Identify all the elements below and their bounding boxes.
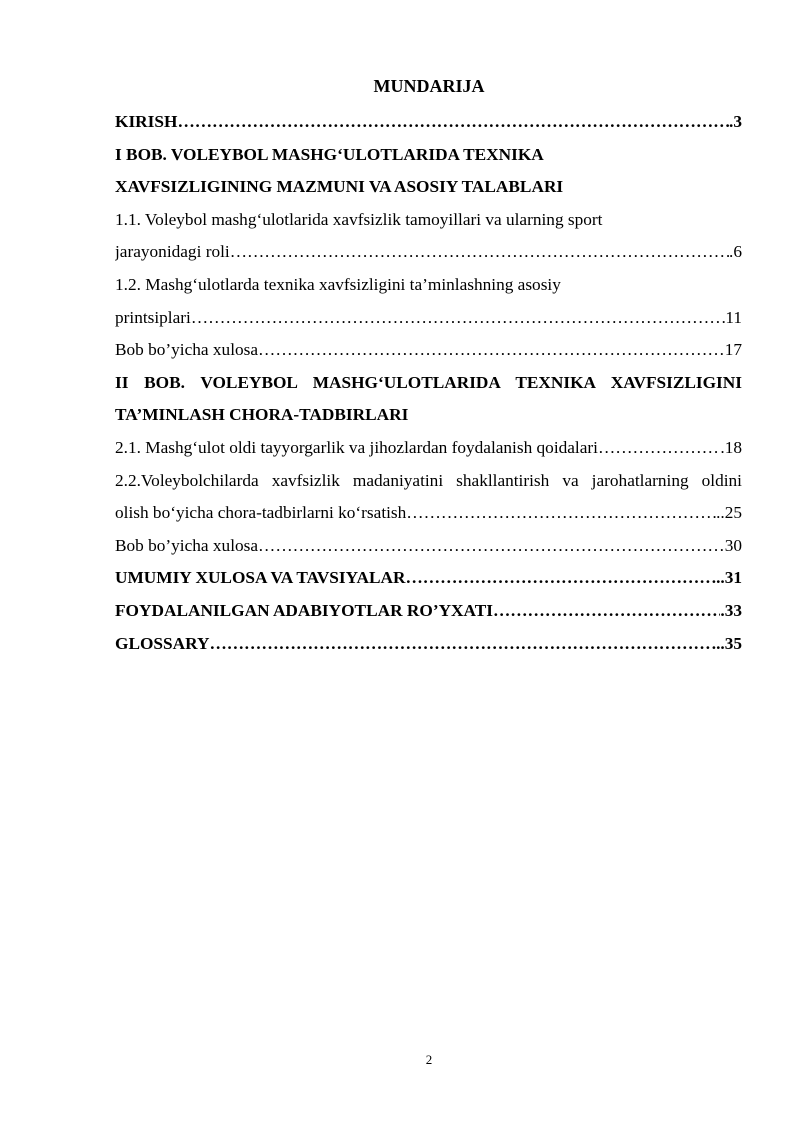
toc-entry <box>115 497 742 530</box>
toc-entry-page: ...35 <box>711 633 742 653</box>
toc-entry-text: 1.2. Mashg‘ulotlarda texnika xavfsizligini ta’minlashning asosiy <box>115 274 561 294</box>
toc-leader-dots <box>191 302 726 335</box>
toc-entry <box>115 334 742 367</box>
toc-entry-text: UMUMIY XULOSA VA TAVSIYALAR <box>115 568 406 588</box>
toc-leader-dots <box>258 334 725 367</box>
page-number: 2 <box>425 1052 433 1067</box>
toc-entry <box>115 595 742 628</box>
toc-entry-page: .33 <box>720 600 742 620</box>
toc-leader-dots <box>209 628 711 661</box>
toc-entry-page: 17 <box>724 340 742 360</box>
toc-entry-page: ..25 <box>716 503 742 523</box>
toc-leader-dots <box>493 595 720 628</box>
toc-entry-text: TA’MINLASH CHORA-TADBIRLARI <box>115 405 409 425</box>
toc-entry <box>115 139 742 172</box>
page-title: MUNDARIJA <box>373 76 485 96</box>
toc-entry <box>115 562 742 595</box>
toc-entry-text: II BOB. VOLEYBOL MASHG‘ULOTLARIDA TEXNIKA XAVFSIZLIGINI <box>115 372 742 392</box>
toc-entry-text: FOYDALANILGAN ADABIYOTLAR RO’YXATI <box>115 600 493 620</box>
toc-entry-text: 1.1. Voleybol mashg‘ulotlarida xavfsizlik tamoyillari va ularning sport <box>115 209 603 229</box>
toc-entry-text: jarayonidagi roli <box>115 242 230 262</box>
toc-entry-page: ...31 <box>711 568 742 588</box>
toc-entry-text: XAVFSIZLIGINING MAZMUNI VA ASOSIY TALABLARI <box>115 177 564 197</box>
toc-entry <box>115 106 742 139</box>
toc-entry <box>115 302 742 335</box>
toc-leader-dots <box>406 562 712 595</box>
toc-leader-dots <box>598 432 720 465</box>
toc-entry <box>115 204 742 237</box>
toc-entry <box>115 399 742 432</box>
toc-entry-text: olish bo‘yicha chora-tadbirlarni ko‘rsatish <box>115 503 407 523</box>
toc-entry-page: .6 <box>729 242 742 262</box>
toc-entry <box>115 432 742 465</box>
toc-leader-dots <box>258 530 725 563</box>
toc-entry-page: .3 <box>729 112 742 131</box>
toc-leader-dots <box>230 236 729 269</box>
toc-entry <box>115 269 742 302</box>
toc-entry <box>115 236 742 269</box>
toc-entry-text: Bob bo’yicha xulosa <box>115 535 259 555</box>
toc-leader-dots <box>177 106 729 139</box>
toc-entry-text: Bob bo’yicha xulosa <box>115 340 259 360</box>
toc-entry-page: 11 <box>725 307 742 327</box>
toc-entry <box>115 465 742 498</box>
toc-entry <box>115 171 742 204</box>
table-of-contents <box>115 106 742 660</box>
toc-entry <box>115 367 742 400</box>
toc-entry-text: I BOB. VOLEYBOL MASHG‘ULOTLARIDA TEXNIKA <box>115 144 544 164</box>
toc-entry-text: printsiplari <box>115 307 191 327</box>
toc-entry-text: 2.1. Mashg‘ulot oldi tayyorgarlik va jihozlardan foydalanish qoidalari <box>115 437 598 457</box>
toc-leader-dots <box>406 497 716 530</box>
toc-entry <box>115 628 742 661</box>
toc-entry-text: GLOSSARY <box>115 633 210 653</box>
toc-entry-text: 2.2.Voleybolchilarda xavfsizlik madaniyatini shakllantirish va jarohatlarning oldini <box>115 470 742 490</box>
toc-entry <box>115 530 742 563</box>
toc-entry-text: KIRISH <box>115 112 178 131</box>
toc-entry-page: 30 <box>724 535 742 555</box>
toc-entry-page: .18 <box>720 437 742 457</box>
